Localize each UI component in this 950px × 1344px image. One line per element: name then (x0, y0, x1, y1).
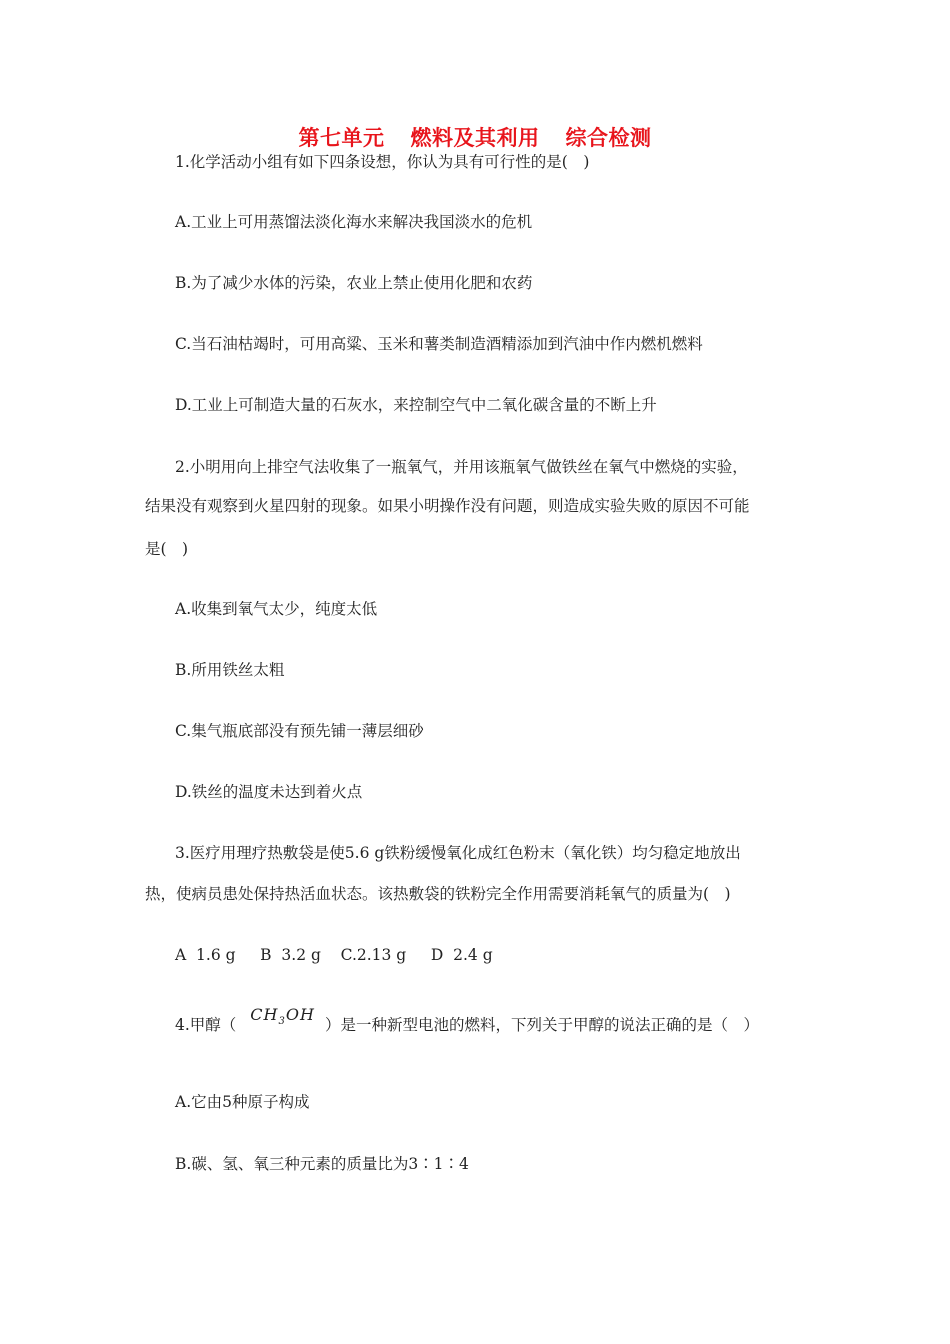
question-1-option-c: C.当石油枯竭时，可用高粱、玉米和薯类制造酒精添加到汽油中作内燃机燃料 (175, 335, 703, 353)
question-3-stem-line-1: 3.医疗用理疗热敷袋是使5.6 g铁粉缓慢氧化成红色粉末（氧化铁）均匀稳定地放出 (175, 844, 741, 862)
question-2-stem-line-3: 是( ) (145, 540, 189, 558)
question-2-option-a: A.收集到氧气太少，纯度太低 (175, 600, 378, 618)
question-4-option-b: B.碳、氢、氧三种元素的质量比为3∶1∶4 (175, 1155, 469, 1173)
question-4-stem (175, 1005, 759, 1042)
question-2-stem-line-2: 结果没有观察到火星四射的现象。如果小明操作没有问题，则造成实验失败的原因不可能 (145, 497, 750, 515)
question-2-option-c: C.集气瓶底部没有预先铺一薄层细砂 (175, 722, 424, 740)
question-3-stem-line-2: 热，使病员患处保持热活血状态。该热敷袋的铁粉完全作用需要消耗氧气的质量为( ) (145, 885, 731, 903)
formula-part-ch: CH (250, 1005, 279, 1024)
page-title (0, 122, 950, 152)
question-1-option-d: D.工业上可制造大量的石灰水，来控制空气中二氧化碳含量的不断上升 (175, 396, 657, 414)
methanol-formula (250, 1005, 315, 1032)
formula-subscript: 3 (278, 1016, 286, 1028)
title-unit: 第七单元 (298, 126, 385, 150)
question-2-stem-line-1: 2.小明用向上排空气法收集了一瓶氧气，并用该瓶氧气做铁丝在氧气中燃烧的实验， (175, 458, 748, 476)
question-1-stem: 1.化学活动小组有如下四条设想，你认为具有可行性的是( ) (175, 153, 590, 171)
question-3-options: A 1.6 g B 3.2 g C.2.13 g D 2.4 g (175, 946, 493, 964)
question-4-stem-before: 4.甲醇（ (175, 1016, 237, 1034)
question-4-stem-after: ）是一种新型电池的燃料，下列关于甲醇的说法正确的是（ ） (324, 1016, 759, 1034)
question-2-option-d: D.铁丝的温度未达到着火点 (175, 783, 363, 801)
question-1-option-a: A.工业上可用蒸馏法淡化海水来解决我国淡水的危机 (175, 213, 533, 231)
title-topic: 燃料及其利用 (410, 126, 540, 150)
formula-part-oh: OH (285, 1005, 315, 1024)
question-2-option-b: B.所用铁丝太粗 (175, 661, 285, 679)
question-1-option-b: B.为了减少水体的污染，农业上禁止使用化肥和农药 (175, 274, 533, 292)
title-type: 综合检测 (565, 126, 652, 150)
question-4-option-a: A.它由5种原子构成 (175, 1093, 310, 1111)
